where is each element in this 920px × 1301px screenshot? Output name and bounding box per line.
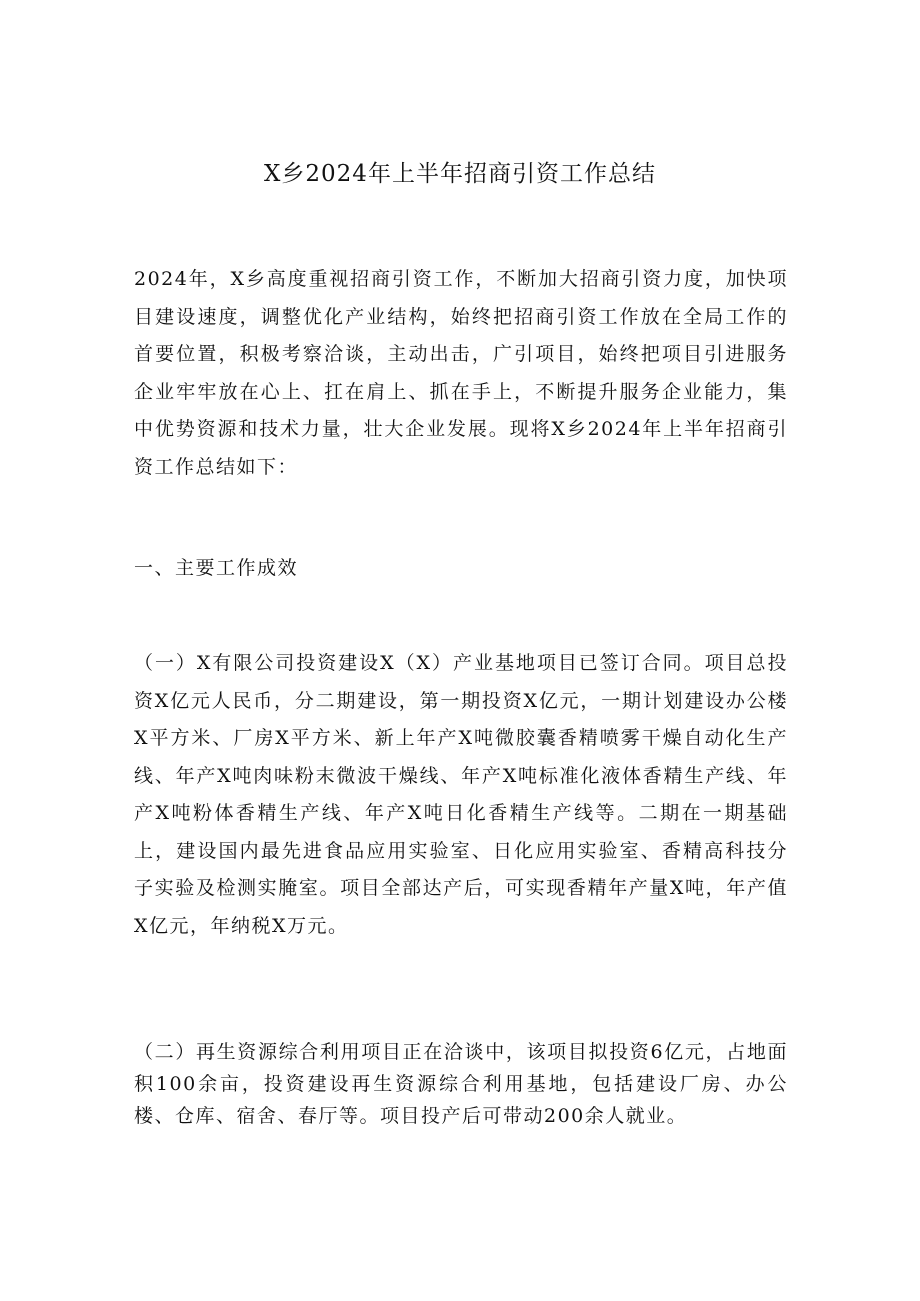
item-1-paragraph: （一）X有限公司投资建设X（X）产业基地项目已签订合同。项目总投资X亿元人民币，分二期建设，第一期投资X亿元，一期计划建设办公楼X平方米、厂房X平方米、新上年产X吨微胶囊香精喷雾干燥自动化生产线、年产X吨肉味粉末微波干燥线、年产X吨标准化液体香精生产线、年产X吨粉体香精生产线、年产X吨日化香精生产线等。二期在一期基础上，建设国内最先进食品应用实验室、日化应用实验室、香精高科技分子实验及检测实腌室。项目全部达产后，可实现香精年产量X吨，年产值X亿元，年纳税X万元。 — [134, 652, 788, 937]
item-2-paragraph: （二）再生资源综合利用项目正在洽谈中，该项目拟投资6亿元，占地面积100余亩，投资建设再生资源综合利用基地，包括建设厂房、办公楼、仓库、宿舍、春厅等。项目投产后可带动200余人就业。 — [134, 1041, 788, 1127]
section-heading: 一、主要工作成效 — [134, 557, 299, 579]
document-title: X乡2024年上半年招商引资工作总结 — [264, 161, 656, 188]
intro-paragraph: 2024年，X乡高度重视招商引资工作，不断加大招商引资力度，加快项目建设速度，调整优化产业结构，始终把招商引资工作放在全局工作的首要位置，积极考察洽谈，主动出击，广引项目，始终把项目引进服务企业牢牢放在心上、扛在肩上、抓在手上，不断提升服务企业能力，集中优势资源和技术力量，壮大企业发展。现将X乡2024年上半年招商引资工作总结如下： — [134, 268, 788, 478]
